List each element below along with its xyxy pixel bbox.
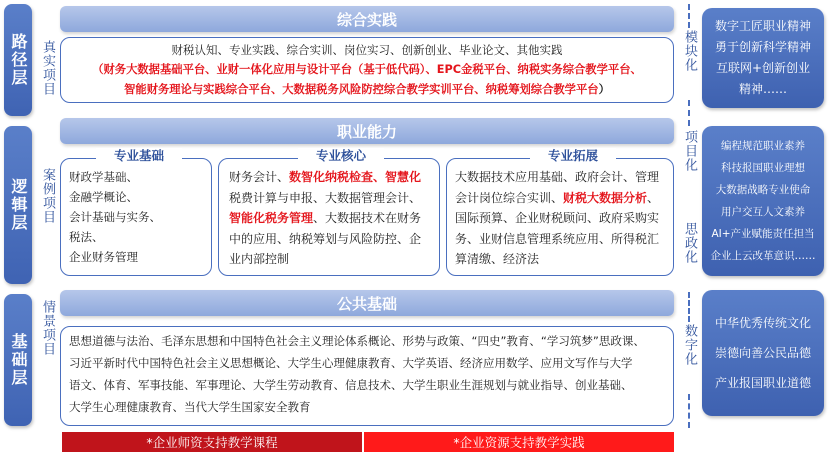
section-header-comprehensive-practice: 综合实践 <box>60 6 674 32</box>
platform-line: （财务大数据基础平台、业财一体化应用与设计平台（基于低代码）、EPC金税平台、纳税实务综合教学平台、 <box>92 63 642 76</box>
platform-line: 智能财务理论与实践综合平台、大数据税务风险防控综合教学实训平台、纳税筹划综合教学平台 <box>124 83 599 96</box>
platform-line-end: ） <box>598 83 610 96</box>
section-header-public-foundation: 公共基础 <box>60 290 674 316</box>
dashed-divider <box>688 100 690 126</box>
literacy-item: 企业上云改革意识…… <box>710 250 816 262</box>
public-course-line: 习近平新时代中国特色社会主义思想概论、大学生心理健康教育、大学英语、经济应用数学、应用文写作与大学 <box>69 356 633 370</box>
dashed-divider <box>688 292 690 322</box>
course-item: 财政学基础、 <box>69 170 138 184</box>
foundation-courses-box <box>60 158 212 276</box>
spirit-item: 精神…… <box>738 82 787 96</box>
panel-literacy <box>702 126 824 276</box>
practice-content-box <box>60 37 674 103</box>
spirit-item: 互联网+创新创业 <box>715 61 811 75</box>
tier-logic-layer <box>4 126 32 284</box>
label-scenario-project: 情景项目 <box>40 300 55 356</box>
highlight-course: 财税大数据分析 <box>563 190 648 205</box>
tag-professional-core: 专业核心 <box>298 148 384 164</box>
course-item: 会计基础与实务、 <box>69 210 161 224</box>
spirit-item: 数字工匠职业精神 <box>714 19 811 33</box>
literacy-item: 科技报国职业理想 <box>721 162 805 174</box>
tier-label: 逻辑层 <box>9 178 28 232</box>
tier-foundation-layer <box>4 294 32 426</box>
tier-label: 基础层 <box>9 333 28 387</box>
highlight-course: 智能化税务管理 <box>229 211 314 225</box>
tag-professional-foundation: 专业基础 <box>96 148 182 164</box>
literacy-item: 用户交互人文素养 <box>721 206 805 218</box>
public-course-line: 思想道德与法治、毛泽东思想和中国特色社会主义理论体系概论、形势与政策、“四史”教育、“学习筑梦”思政课、 <box>69 334 645 348</box>
core-courses-box <box>218 158 440 276</box>
dashed-divider <box>688 4 690 28</box>
label-project-based: 项目化 <box>682 130 697 172</box>
literacy-item: AI+产业赋能责任担当 <box>711 228 815 240</box>
practice-line: 财税认知、专业实践、综合实训、岗位实习、创新创业、毕业论文、其他实践 <box>171 43 563 57</box>
label-ideological: 思政化 <box>682 222 697 264</box>
panel-spirit <box>702 8 824 108</box>
highlight-course: 数智化纳税检查、智慧化 <box>289 170 422 184</box>
dashed-divider <box>688 394 690 428</box>
tag-professional-extension: 专业拓展 <box>530 148 616 164</box>
culture-item: 崇德向善公民品德 <box>714 346 811 360</box>
section-header-professional-ability: 职业能力 <box>60 118 674 144</box>
panel-culture <box>702 290 824 416</box>
literacy-item: 编程规范职业素养 <box>721 140 805 152</box>
public-course-line: 大学生心理健康教育、当代大学生国家安全教育 <box>69 400 311 414</box>
label-real-project: 真实项目 <box>40 40 55 96</box>
course-text: 、大数据技术在财务中的应用、纳税筹划与风险防控、企业内部控制 <box>229 211 422 266</box>
course-text: 、国际预算、企业财税顾问、政府采购实务、业财信息管理系统应用、所得税汇算清缴、经济法 <box>455 190 660 266</box>
tier-label: 路径层 <box>9 33 28 87</box>
course-text: 财务会计、 <box>229 170 290 184</box>
label-case-project: 案例项目 <box>40 168 55 224</box>
culture-item: 中华优秀传统文化 <box>714 316 811 330</box>
footer-enterprise-resources: *企业资源支持教学实践 <box>364 432 674 452</box>
culture-item: 产业报国职业道德 <box>714 376 811 390</box>
tier-path-layer <box>4 4 32 116</box>
course-text: 大数据技术应用基础、政府会计、管理会计岗位综合实训、 <box>455 170 660 205</box>
course-text: 税费计算与申报、大数据管理会计、 <box>229 190 422 205</box>
course-item: 税法、 <box>69 230 104 244</box>
public-course-line: 语文、体育、军事技能、军事理论、大学生劳动教育、信息技术、大学生职业生涯规划与就业指导、创业基础、 <box>69 378 633 392</box>
spirit-item: 勇于创新科学精神 <box>714 40 811 54</box>
extension-courses-box <box>446 158 674 276</box>
literacy-item: 大数据战略专业使命 <box>715 184 811 196</box>
label-digital: 数字化 <box>682 324 697 366</box>
course-item: 企业财务管理 <box>69 250 138 264</box>
public-courses-box <box>60 326 674 426</box>
footer-enterprise-faculty: *企业师资支持教学课程 <box>62 432 362 452</box>
course-item: 金融学概论、 <box>69 190 138 204</box>
label-modular: 模块化 <box>682 30 697 72</box>
